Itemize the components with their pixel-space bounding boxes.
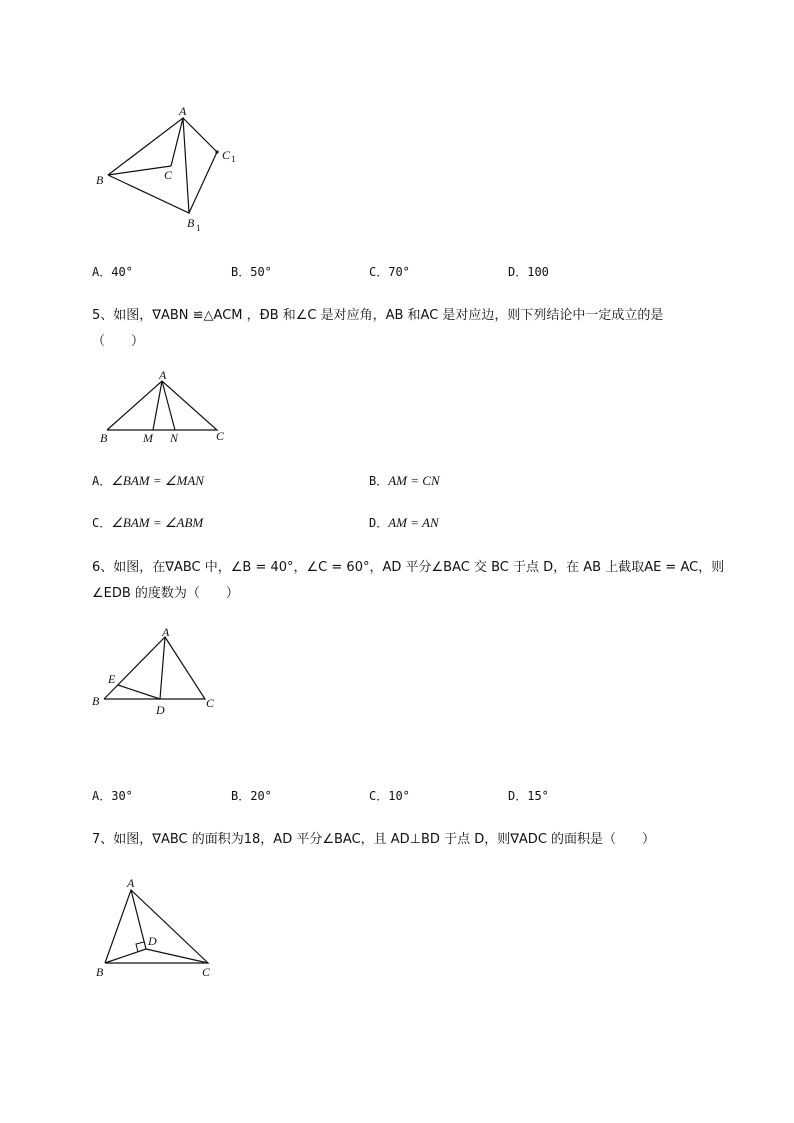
q7-label-a: A bbox=[127, 876, 135, 890]
q4-label-c1-sub: 1 bbox=[231, 154, 236, 164]
q4-option-d[interactable]: D．100 bbox=[508, 265, 549, 279]
q5-option-b[interactable]: B．AM = CN bbox=[369, 473, 440, 488]
q4-label-a: A bbox=[179, 104, 187, 118]
q6-figure bbox=[88, 622, 228, 722]
q4-option-a[interactable]: A．40° bbox=[92, 265, 133, 279]
q6-triangle-abc bbox=[104, 637, 205, 699]
q4-segment-c1b1 bbox=[189, 152, 217, 213]
q7-segment-ad bbox=[131, 890, 146, 949]
q6-label-e: E bbox=[108, 672, 116, 686]
q4-label-b: B bbox=[96, 173, 104, 187]
q5-option-c[interactable]: C．∠BAM = ∠ABM bbox=[92, 515, 204, 530]
q4-point-c1 bbox=[215, 150, 218, 153]
q6-label-a: A bbox=[162, 625, 170, 639]
q4-option-c[interactable]: C．70° bbox=[369, 265, 410, 279]
q5-label-c: C bbox=[216, 429, 225, 443]
q6-stem-line1: 6、如图，在∇ABC 中，∠B = 40°，∠C = 60°，AD 平分∠BAC 交 BC 于点 D，在 AB 上截取AE = AC，则 bbox=[92, 560, 725, 575]
q4-label-c: C bbox=[164, 168, 173, 182]
q7-label-d: D bbox=[148, 934, 157, 948]
q4-label-b1: B bbox=[187, 216, 195, 230]
q6-option-c[interactable]: C．10° bbox=[369, 789, 410, 803]
q6-label-c: C bbox=[206, 696, 215, 710]
q6-option-a[interactable]: A．30° bbox=[92, 789, 133, 803]
q7-segment-dc bbox=[146, 949, 208, 963]
q4-label-b1-sub: 1 bbox=[196, 223, 201, 233]
q4-option-b[interactable]: B．50° bbox=[231, 265, 272, 279]
q5-label-a: A bbox=[159, 368, 167, 382]
q5-figure bbox=[95, 368, 235, 448]
q6-label-b: B bbox=[92, 694, 100, 708]
q4-figure bbox=[90, 100, 250, 240]
q5-stem-line2: （ ） bbox=[92, 334, 145, 349]
q5-label-n: N bbox=[170, 431, 179, 445]
q6-option-b[interactable]: B．20° bbox=[231, 789, 272, 803]
q6-segment-ed bbox=[118, 685, 160, 699]
q4-segment-ac1 bbox=[183, 118, 217, 152]
q4-triangle-abb1 bbox=[108, 118, 189, 213]
q7-label-b: B bbox=[96, 965, 104, 979]
q7-figure bbox=[88, 870, 228, 980]
q5-stem-line1: 5、如图，∇ABN ≌△ACM ，ÐB 和∠C 是对应角，AB 和AC 是对应边，则下列结论中一定成立的是 bbox=[92, 308, 664, 323]
q5-label-b: B bbox=[100, 431, 108, 445]
q7-segment-bd bbox=[105, 949, 146, 963]
q7-label-c: C bbox=[202, 965, 211, 979]
q6-option-d[interactable]: D．15° bbox=[508, 789, 549, 803]
q5-label-m: M bbox=[143, 431, 153, 445]
q5-segment-an bbox=[162, 381, 175, 430]
q4-label-c1: C bbox=[222, 148, 231, 162]
q5-option-d[interactable]: D．AM = AN bbox=[369, 515, 439, 530]
q6-stem-line2: ∠EDB 的度数为（ ） bbox=[92, 586, 239, 601]
q7-stem-line1: 7、如图，∇ABC 的面积为18，AD 平分∠BAC，且 AD⊥BD 于点 D，则∇ADC 的面积是（ ） bbox=[92, 832, 656, 847]
q5-option-a[interactable]: A．∠BAM = ∠MAN bbox=[92, 473, 204, 488]
q5-triangle-abc bbox=[107, 381, 217, 430]
q7-triangle-abc bbox=[105, 890, 208, 963]
q6-segment-ad bbox=[160, 637, 165, 699]
q6-label-d: D bbox=[156, 703, 165, 717]
